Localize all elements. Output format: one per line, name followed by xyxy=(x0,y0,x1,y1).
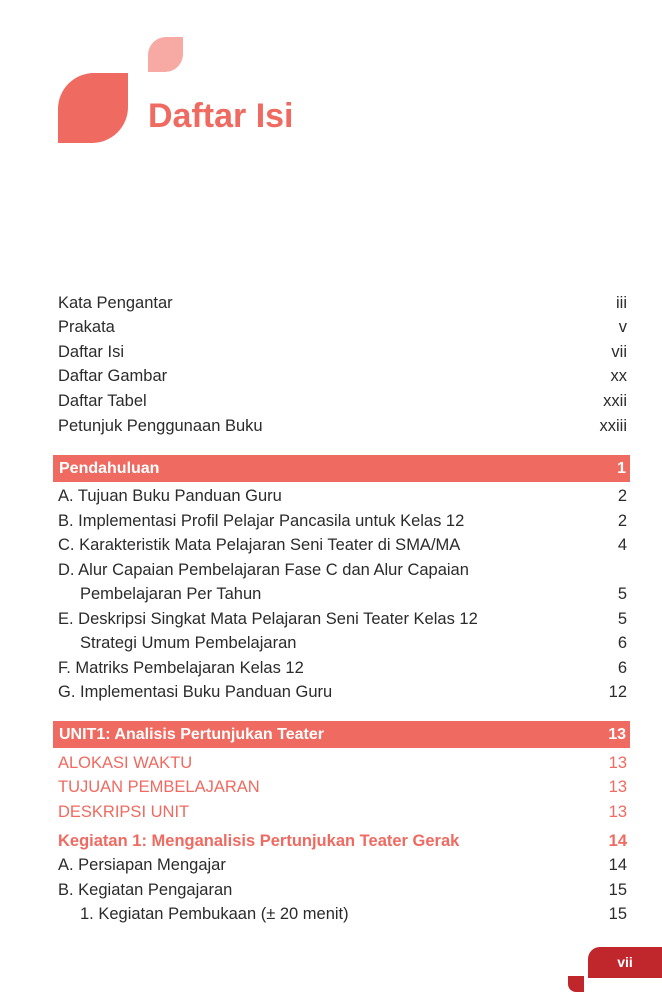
toc-entry-page: 12 xyxy=(608,683,627,701)
toc-entry[interactable] xyxy=(58,484,627,508)
toc-entry-page: xx xyxy=(610,367,627,385)
section-header-unit1[interactable] xyxy=(53,721,630,748)
toc-entry-page: 13 xyxy=(608,778,627,796)
toc-entry-label: D. Alur Capaian Pembelajaran Fase C dan Alur Capaian xyxy=(58,561,469,579)
toc-entry-label: 1. Kegiatan Pembukaan (± 20 menit) xyxy=(80,905,349,923)
toc-entry-label: Kata Pengantar xyxy=(58,294,173,312)
section-header-page: 1 xyxy=(617,460,626,477)
toc-entry-label: TUJUAN PEMBELAJARAN xyxy=(58,778,260,796)
toc-entry-page: 13 xyxy=(608,754,627,772)
toc-entry[interactable] xyxy=(58,340,627,364)
page-title: Daftar Isi xyxy=(148,97,294,135)
toc-entry-label: ALOKASI WAKTU xyxy=(58,754,193,772)
toc-entry[interactable] xyxy=(58,751,627,775)
toc-entry-page: xxiii xyxy=(599,417,627,435)
toc-entry[interactable] xyxy=(58,680,627,704)
toc-entry[interactable] xyxy=(58,389,627,413)
section-header-pendahuluan[interactable] xyxy=(53,455,630,482)
toc-entry-page: 6 xyxy=(617,634,627,652)
toc-entry-label: B. Implementasi Profil Pelajar Pancasila untuk Kelas 12 xyxy=(58,512,465,530)
toc-entry-page: 15 xyxy=(608,905,627,923)
toc-activity-heading[interactable] xyxy=(58,829,627,853)
toc-entry-page: 14 xyxy=(608,856,627,874)
toc-entry-page: 6 xyxy=(617,659,627,677)
decorative-leaf-small xyxy=(148,37,183,72)
toc-entry-page: 2 xyxy=(617,487,627,505)
toc-entry-label: C. Karakteristik Mata Pelajaran Seni Teater di SMA/MA xyxy=(58,536,461,554)
toc-entry-label: Pembelajaran Per Tahun xyxy=(80,585,262,603)
toc-entry[interactable] xyxy=(58,656,627,680)
toc-entry-page: 5 xyxy=(617,585,627,603)
toc-entry[interactable] xyxy=(58,364,627,388)
toc-entry[interactable] xyxy=(58,853,627,877)
toc-entry[interactable] xyxy=(58,607,627,631)
toc-entry-label: Daftar Isi xyxy=(58,343,125,361)
section-header-label: Pendahuluan xyxy=(59,460,160,477)
toc-entry-label: B. Kegiatan Pengajaran xyxy=(58,881,233,899)
toc-entry[interactable] xyxy=(58,631,627,655)
toc-entry-label: Daftar Tabel xyxy=(58,392,147,410)
toc-entry-label: DESKRIPSI UNIT xyxy=(58,803,190,821)
toc-entry[interactable] xyxy=(58,800,627,824)
toc-entry[interactable] xyxy=(58,775,627,799)
toc-entry-page: iii xyxy=(616,294,627,312)
toc-entry[interactable] xyxy=(58,878,627,902)
toc-entry[interactable] xyxy=(58,414,627,438)
toc-entry-page: vii xyxy=(611,343,627,361)
toc-entry-label: Prakata xyxy=(58,318,115,336)
toc-entry-label: Petunjuk Penggunaan Buku xyxy=(58,417,263,435)
toc-entry[interactable] xyxy=(58,582,627,606)
toc-entry-label: A. Persiapan Mengajar xyxy=(58,856,226,874)
section-header-page: 13 xyxy=(608,726,626,743)
toc-entry-label: Daftar Gambar xyxy=(58,367,168,385)
toc-entry-label: G. Implementasi Buku Panduan Guru xyxy=(58,683,333,701)
toc-entry-page: 5 xyxy=(617,610,627,628)
section-header-label: UNIT1: Analisis Pertunjukan Teater xyxy=(59,726,324,743)
toc-entry-page: xxii xyxy=(603,392,627,410)
toc-entry-label: Kegiatan 1: Menganalisis Pertunjukan Teater Gerak xyxy=(58,832,460,850)
toc-entry-label: A. Tujuan Buku Panduan Guru xyxy=(58,487,282,505)
toc-entry-page: 15 xyxy=(608,881,627,899)
toc-entry-page: v xyxy=(618,318,627,336)
toc-entry[interactable] xyxy=(58,315,627,339)
page-number-tab: vii xyxy=(588,947,662,978)
toc-entry[interactable] xyxy=(58,291,627,315)
decorative-leaf-large xyxy=(58,73,128,143)
toc-entry[interactable] xyxy=(58,558,627,582)
toc-entry-page: 14 xyxy=(608,832,627,850)
decorative-corner xyxy=(568,976,584,992)
toc-entry-page: 2 xyxy=(617,512,627,530)
toc-entry-label: E. Deskripsi Singkat Mata Pelajaran Seni Teater Kelas 12 xyxy=(58,610,478,628)
toc-entry[interactable] xyxy=(58,533,627,557)
toc-entry[interactable] xyxy=(58,902,627,926)
toc-entry-page: 4 xyxy=(617,536,627,554)
toc-entry-page: 13 xyxy=(608,803,627,821)
toc-entry-label: F. Matriks Pembelajaran Kelas 12 xyxy=(58,659,304,677)
toc-entry[interactable] xyxy=(58,509,627,533)
toc-entry-label: Strategi Umum Pembelajaran xyxy=(80,634,297,652)
